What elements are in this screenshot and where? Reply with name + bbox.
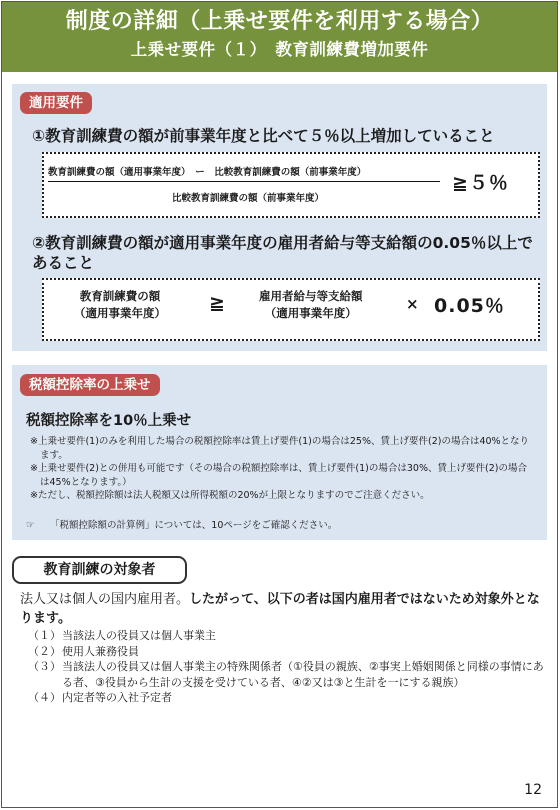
- list-item-text: 内定者等の入社予定者: [62, 691, 172, 704]
- formula-operator: ≧: [209, 292, 225, 314]
- formula-right-line1: 雇用者給与等支給額: [259, 289, 363, 303]
- reference-text: 「税額控除額の計算例」については、10ページをご確認ください。: [50, 520, 338, 531]
- list-item: [28, 690, 548, 706]
- requirements-tag: 適用要件: [20, 92, 92, 114]
- page-header: [2, 2, 557, 72]
- list-item-text: 使用人兼務役員: [62, 644, 139, 658]
- page-subtitle: 上乗せ要件（１） 教育訓練費増加要件: [130, 40, 429, 59]
- fraction-line: [48, 181, 440, 182]
- formula-box-1: [42, 152, 540, 218]
- list-item: [28, 659, 548, 690]
- excluded-list: [28, 628, 548, 706]
- requirement-1-heading: ①教育訓練費の額が前事業年度と比べて５％以上増加していること: [32, 127, 495, 145]
- tax-credit-panel: [12, 365, 547, 540]
- tax-credit-tag: 税額控除率の上乗せ: [20, 374, 160, 396]
- list-item-number: （４）: [28, 691, 61, 704]
- page-title: 制度の詳細（上乗せ要件を利用する場合）: [65, 9, 494, 34]
- formula-left-line2: （適用事業年度）: [74, 306, 166, 320]
- tax-credit-notes: [30, 435, 535, 503]
- formula-numerator: 教育訓練費の額（適用事業年度） ー 比較教育訓練費の額（前事業年度）: [48, 167, 367, 178]
- formula-times: ×: [406, 295, 419, 313]
- note-item: ※上乗せ要件(1)のみを利用した場合の税額控除率は賃上げ要件(1)の場合は25%、賃上げ要件(2)の場合は40%となります。: [30, 436, 530, 461]
- note-item: ※ただし、税額控除額は法人税額又は所得税額の20%が上限となりますのでご注意ください。: [30, 490, 430, 501]
- intro-bold: したがって、以下の者は国内雇用者ではないため対象外となります。: [20, 592, 540, 626]
- tax-credit-heading: 税額控除率を10％上乗せ: [26, 413, 192, 429]
- requirement-2-heading: ②教育訓練費の額が適用事業年度の雇用者給与等支給額の0.05％以上であること: [32, 234, 533, 272]
- list-item-text: 当該法人の役員又は個人事業主: [62, 629, 216, 642]
- reference-note: [26, 517, 337, 531]
- list-item: [28, 644, 548, 660]
- page-number: 12: [524, 782, 542, 798]
- note-item: ※上乗せ要件(2)との併用も可能です（その場合の税額控除率は、賃上げ要件(1)の場合は30%、賃上げ要件(2)の場合は45%となります。）: [30, 463, 527, 488]
- formula-right-line2: （適用事業年度）: [264, 306, 357, 320]
- formula-threshold: ≧５％: [452, 172, 509, 194]
- formula-percent: 0.05％: [434, 295, 505, 317]
- formula-left-line1: 教育訓練費の額: [79, 289, 161, 303]
- list-item-text: 当該法人の役員又は個人事業主の特殊関係者（①役員の親族、②事実上婚姻関係と同様の事情にある者、③役員から生計の支援を受けている者、④②又は③と生計を一にする親族）: [62, 660, 544, 689]
- list-item: [28, 628, 548, 644]
- formula-right-term: [259, 288, 363, 322]
- formula-left-term: [74, 288, 166, 322]
- formula-denominator: 比較教育訓練費の額（前事業年度）: [172, 193, 325, 204]
- target-intro: [20, 590, 545, 628]
- pointing-hand-icon: ☞: [26, 520, 35, 531]
- list-item-number: （１）: [28, 629, 61, 642]
- list-item-number: （３）: [28, 660, 61, 673]
- target-section-title: 教育訓練の対象者: [12, 556, 187, 584]
- requirements-panel: [12, 84, 547, 351]
- list-item-number: （２）: [28, 644, 61, 658]
- intro-plain: 法人又は個人の国内雇用者。: [20, 592, 190, 607]
- formula-box-2: [42, 278, 540, 341]
